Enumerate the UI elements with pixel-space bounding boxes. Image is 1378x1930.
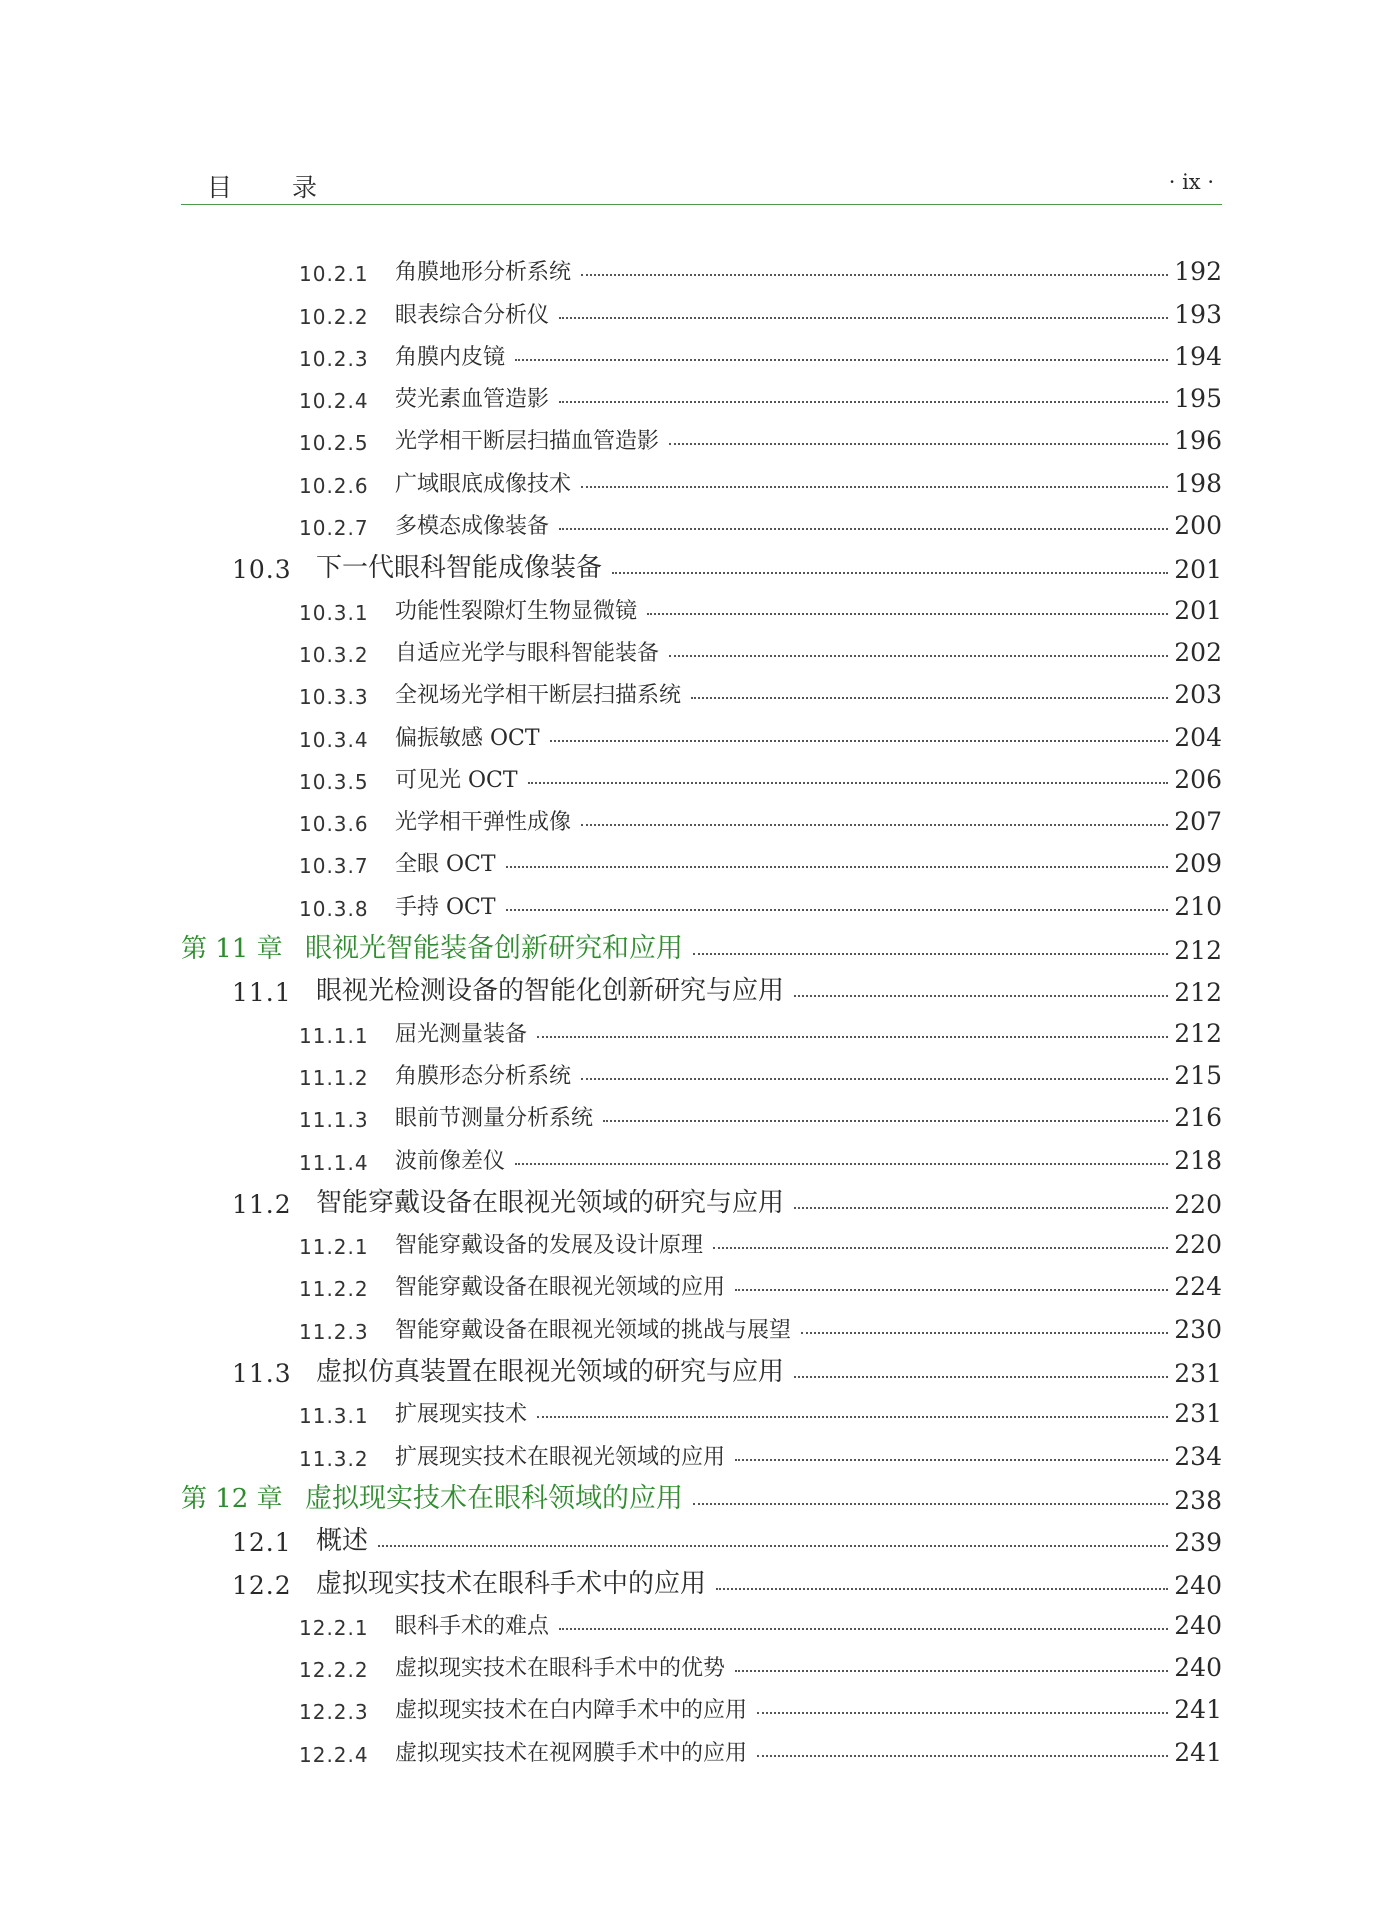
toc-entry-page: 212 [1174, 936, 1222, 966]
toc-subsection-entry [181, 715, 1222, 757]
toc-entry-page: 212 [1174, 1018, 1222, 1048]
toc-entry-title: 自适应光学与眼科智能装备 [395, 640, 660, 666]
toc-entry-page: 195 [1174, 384, 1222, 414]
dot-leader [669, 443, 1168, 445]
toc-entry-title: 虚拟现实技术在白内障手术中的应用 [395, 1698, 748, 1724]
toc-entry-page: 241 [1174, 1737, 1222, 1767]
dot-leader [691, 697, 1168, 699]
toc-entry-title: 虚拟现实技术在眼科手术中的应用 [316, 1568, 707, 1599]
header-title-part2: 录 [292, 173, 318, 202]
toc-entry-page: 240 [1174, 1653, 1222, 1683]
toc-entry-title: 功能性裂隙灯生物显微镜 [395, 598, 638, 624]
toc-entry-page: 215 [1174, 1060, 1222, 1090]
toc-entry-number: 12.2 [232, 1570, 292, 1600]
dot-leader [794, 1207, 1168, 1209]
toc-entry-title: 可见光 OCT [395, 767, 518, 793]
dot-leader [515, 359, 1168, 361]
toc-entry-number: 12.2.3 [299, 1700, 369, 1725]
toc-entry-page: 239 [1174, 1528, 1222, 1558]
dot-leader [537, 1416, 1168, 1418]
toc-entry-page: 224 [1174, 1272, 1222, 1302]
toc-entry-number: 10.3.5 [299, 769, 369, 794]
toc-subsection-entry [181, 1730, 1222, 1772]
dot-leader [735, 1459, 1168, 1461]
dot-leader [735, 1289, 1168, 1291]
toc-entry-number: 10.3.3 [299, 685, 369, 710]
toc-entry-page: 201 [1174, 595, 1222, 625]
toc-entry-page: 194 [1174, 341, 1222, 371]
toc-entry-page: 231 [1174, 1399, 1222, 1429]
dot-leader [506, 909, 1169, 911]
dot-leader [581, 824, 1168, 826]
toc-entry-page: 240 [1174, 1610, 1222, 1640]
toc-entry-number: 11.2 [232, 1189, 292, 1219]
toc-subsection-entry [181, 1434, 1222, 1476]
toc-entry-page: 216 [1174, 1103, 1222, 1133]
header-title-part1: 目 [207, 173, 233, 202]
toc-entry-number: 11.1.3 [299, 1108, 369, 1133]
toc-entry-page: 192 [1174, 257, 1222, 287]
toc-entry-number: 12.2.4 [299, 1742, 369, 1767]
toc-entry-number: 10.2.5 [299, 431, 369, 456]
toc-entry-page: 198 [1174, 468, 1222, 498]
toc-subsection-entry [181, 419, 1222, 461]
toc-entry-number: 10.3.4 [299, 727, 369, 752]
toc-subsection-entry [181, 461, 1222, 503]
toc-entry-page: 209 [1174, 849, 1222, 879]
toc-entry-page: 210 [1174, 891, 1222, 921]
toc-entry-number: 11.2.1 [299, 1235, 369, 1260]
toc-entry-title: 智能穿戴设备在眼视光领域的研究与应用 [316, 1187, 785, 1218]
toc-entry-page: 234 [1174, 1441, 1222, 1471]
toc-entry-number: 10.2.1 [299, 262, 369, 287]
toc-entry-number: 12.2.1 [299, 1615, 369, 1640]
toc-subsection-entry [181, 504, 1222, 546]
toc-entry-title: 智能穿戴设备的发展及设计原理 [395, 1233, 704, 1259]
dot-leader [559, 528, 1168, 530]
toc-entry-title: 角膜形态分析系统 [395, 1063, 572, 1089]
toc-entry-number: 11.3 [232, 1359, 292, 1389]
toc-entry-number: 第 11 章 [181, 934, 283, 965]
toc-entry-title: 虚拟现实技术在视网膜手术中的应用 [395, 1740, 748, 1766]
toc-entry-title: 眼视光智能装备创新研究和应用 [305, 933, 683, 965]
toc-subsection-entry [181, 292, 1222, 334]
toc-entry-number: 10.3 [232, 555, 292, 585]
toc-entry-page: 207 [1174, 807, 1222, 837]
dot-leader [647, 613, 1168, 615]
toc-entry-number: 第 12 章 [181, 1483, 283, 1514]
toc-entry-number: 11.1.1 [299, 1023, 369, 1048]
toc-subsection-entry [181, 1223, 1222, 1265]
toc-subsection-entry [181, 631, 1222, 673]
toc-subsection-entry [181, 673, 1222, 715]
toc-subsection-entry [181, 884, 1222, 926]
toc-subsection-entry [181, 758, 1222, 800]
toc-entry-title: 眼视光检测设备的智能化创新研究与应用 [316, 976, 785, 1007]
toc-section-entry [181, 1181, 1222, 1223]
dot-leader [757, 1755, 1168, 1757]
toc-section-entry [181, 1350, 1222, 1392]
toc-entry-number: 10.2.2 [299, 304, 369, 329]
toc-section-entry [181, 1519, 1222, 1561]
toc-subsection-entry [181, 1138, 1222, 1180]
toc-section-entry [181, 546, 1222, 588]
toc-entry-number: 11.1.4 [299, 1150, 369, 1175]
toc-entry-number: 10.3.2 [299, 642, 369, 667]
toc-entry-number: 10.2.7 [299, 516, 369, 541]
toc-entry-number: 11.2.2 [299, 1277, 369, 1302]
toc-subsection-entry [181, 588, 1222, 630]
toc-subsection-entry [181, 1392, 1222, 1434]
dot-leader [757, 1712, 1168, 1714]
toc-entry-page: 220 [1174, 1189, 1222, 1219]
toc-entry-title: 手持 OCT [395, 894, 496, 920]
toc-entry-title: 虚拟仿真装置在眼视光领域的研究与应用 [316, 1357, 785, 1388]
toc-entry-number: 10.2.6 [299, 473, 369, 498]
toc-entry-number: 10.2.4 [299, 389, 369, 414]
dot-leader [378, 1545, 1168, 1547]
toc-entry-page: 204 [1174, 722, 1222, 752]
dot-leader [581, 486, 1168, 488]
toc-subsection-entry [181, 1054, 1222, 1096]
toc-entry-page: 201 [1174, 555, 1222, 585]
toc-entry-page: 200 [1174, 511, 1222, 541]
toc-entry-number: 10.2.3 [299, 346, 369, 371]
dot-leader [550, 740, 1169, 742]
toc-entry-page: 230 [1174, 1314, 1222, 1344]
toc-entry-title: 多模态成像装备 [395, 514, 550, 540]
toc-entry-title: 角膜地形分析系统 [395, 260, 572, 286]
dot-leader [559, 401, 1168, 403]
dot-leader [515, 1163, 1168, 1165]
toc-entry-number: 10.3.8 [299, 896, 369, 921]
toc-entry-number: 10.3.7 [299, 854, 369, 879]
toc-entry-title: 光学相干断层扫描血管造影 [395, 429, 660, 455]
toc-entry-title: 波前像差仪 [395, 1148, 506, 1174]
toc-entry-title: 角膜内皮镜 [395, 344, 506, 370]
dot-leader [693, 1503, 1168, 1505]
toc-entry-title: 全视场光学相干断层扫描系统 [395, 683, 682, 709]
dot-leader [716, 1588, 1168, 1590]
toc-entry-title: 全眼 OCT [395, 852, 496, 878]
header-title [207, 168, 317, 204]
dot-leader [581, 274, 1168, 276]
toc-entry-number: 10.3.6 [299, 812, 369, 837]
toc-section-entry [181, 1561, 1222, 1603]
dot-leader [581, 1078, 1168, 1080]
toc-entry-number: 11.3.2 [299, 1446, 369, 1471]
toc-entry-title: 概述 [316, 1526, 369, 1557]
toc-entry-page: 203 [1174, 680, 1222, 710]
toc-subsection-entry [181, 1688, 1222, 1730]
dot-leader [669, 655, 1168, 657]
toc-section-entry [181, 969, 1222, 1011]
toc-entry-title: 偏振敏感 OCT [395, 725, 540, 751]
toc-subsection-entry [181, 1011, 1222, 1053]
header-page-number: · ix · [1168, 170, 1214, 194]
toc-entry-title: 虚拟现实技术在眼科领域的应用 [305, 1482, 683, 1514]
toc-entry-page: 206 [1174, 764, 1222, 794]
toc-entry-page: 202 [1174, 637, 1222, 667]
toc-entry-title: 扩展现实技术 [395, 1402, 528, 1428]
toc-entry-number: 12.2.2 [299, 1658, 369, 1683]
toc-entry-page: 241 [1174, 1695, 1222, 1725]
toc-entry-title: 荧光素血管造影 [395, 387, 550, 413]
dot-leader [612, 572, 1168, 574]
toc-entry-title: 扩展现实技术在眼视光领域的应用 [395, 1444, 726, 1470]
toc-entry-title: 眼表综合分析仪 [395, 302, 550, 328]
dot-leader [559, 1628, 1168, 1630]
toc-entry-title: 光学相干弹性成像 [395, 810, 572, 836]
toc-subsection-entry [181, 1265, 1222, 1307]
toc-subsection-entry [181, 1307, 1222, 1349]
dot-leader [794, 995, 1168, 997]
toc-entry-title: 眼科手术的难点 [395, 1613, 550, 1639]
dot-leader [537, 1036, 1168, 1038]
toc-entry-page: 240 [1174, 1570, 1222, 1600]
toc-entry-number: 10.3.1 [299, 600, 369, 625]
running-header [181, 168, 1222, 205]
toc-entry-page: 220 [1174, 1230, 1222, 1260]
toc-entry-number: 12.1 [232, 1528, 292, 1558]
toc-entry-title: 虚拟现实技术在眼科手术中的优势 [395, 1656, 726, 1682]
toc-subsection-entry [181, 335, 1222, 377]
toc-entry-number: 11.3.1 [299, 1404, 369, 1429]
toc-subsection-entry [181, 842, 1222, 884]
toc-subsection-entry [181, 1096, 1222, 1138]
dot-leader [528, 782, 1169, 784]
dot-leader [506, 866, 1169, 868]
toc-subsection-entry [181, 250, 1222, 292]
toc-entry-title: 下一代眼科智能成像装备 [316, 553, 603, 584]
toc-entry-title: 智能穿戴设备在眼视光领域的挑战与展望 [395, 1317, 792, 1343]
toc-entry-number: 11.1 [232, 978, 292, 1008]
toc-entry-title: 智能穿戴设备在眼视光领域的应用 [395, 1275, 726, 1301]
toc-chapter-entry [181, 927, 1222, 969]
toc-entry-title: 广域眼底成像技术 [395, 471, 572, 497]
toc-entry-page: 238 [1174, 1485, 1222, 1515]
toc-subsection-entry [181, 1646, 1222, 1688]
toc-entry-title: 屈光测量装备 [395, 1021, 528, 1047]
toc-entry-page: 212 [1174, 978, 1222, 1008]
toc-entry-page: 231 [1174, 1359, 1222, 1389]
toc-subsection-entry [181, 1604, 1222, 1646]
dot-leader [794, 1376, 1168, 1378]
toc-entry-page: 218 [1174, 1145, 1222, 1175]
toc-subsection-entry [181, 377, 1222, 419]
toc-entry-number: 11.2.3 [299, 1319, 369, 1344]
dot-leader [693, 953, 1168, 955]
dot-leader [559, 317, 1168, 319]
table-of-contents [181, 250, 1222, 1773]
toc-entry-page: 193 [1174, 299, 1222, 329]
dot-leader [735, 1670, 1168, 1672]
toc-chapter-entry [181, 1477, 1222, 1519]
toc-subsection-entry [181, 800, 1222, 842]
dot-leader [713, 1247, 1168, 1249]
toc-entry-number: 11.1.2 [299, 1065, 369, 1090]
dot-leader [801, 1332, 1168, 1334]
toc-entry-title: 眼前节测量分析系统 [395, 1106, 594, 1132]
toc-entry-page: 196 [1174, 426, 1222, 456]
dot-leader [603, 1120, 1168, 1122]
